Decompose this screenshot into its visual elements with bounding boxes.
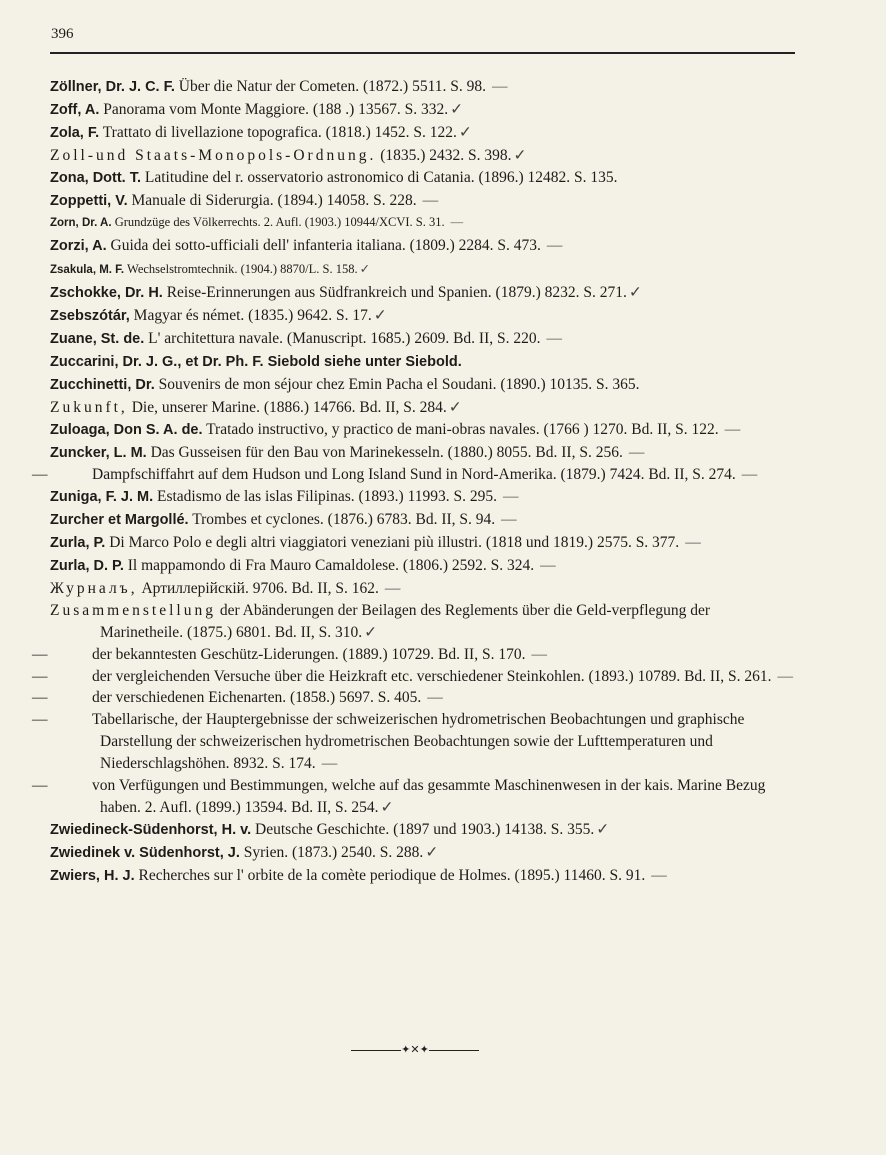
entry-text: Di Marco Polo e degli altri viaggiatori veneziani più illustri. (1818 und 1819.) 2575. S. 377. (105, 534, 680, 552)
entry-text: Das Gusseisen für den Bau von Marinekesseln. (1880.) 8055. Bd. II, S. 256. (146, 443, 623, 461)
entry-author: Zurcher et Margollé. (50, 512, 189, 529)
dash-mark: — (546, 329, 562, 347)
dash-mark: — (501, 511, 517, 529)
entry-text: Syrien. (1873.) 2540. S. 288. (239, 843, 424, 861)
entry-text: von Verfügungen und Bestimmungen, welche auf das gesammte Maschinenwesen in der kais. Marine Bezug haben. 2. Aufl. (1899.) 13594. Bd. II, S. 254. (92, 777, 766, 816)
catalog-entry (32, 666, 796, 688)
catalog-entry (32, 644, 796, 666)
catalog-entry (50, 145, 796, 167)
entry-text: Panorama vom Monte Maggiore. (188 .) 13567. S. 332. (99, 100, 449, 118)
entry-text: Guida dei sotto-ufficiali dell' infanteria italiana. (1809.) 2284. S. 473. (106, 237, 541, 255)
catalog-entry (50, 600, 796, 644)
entry-text: Tratado instructivo, y practico de mani-obras navales. (1766 ) 1270. Bd. II, S. 122. (202, 420, 719, 438)
end-ornament (345, 1043, 485, 1056)
entry-text: Trombes et cyclones. (1876.) 6783. Bd. II, S. 94. (188, 511, 496, 529)
entry-author: Zoppetti, V. (50, 192, 128, 209)
checkmark-icon: ✓ (364, 622, 378, 641)
checkmark-icon: ✓ (450, 99, 464, 118)
checkmark-icon: ✓ (373, 306, 387, 325)
entry-author: Zöllner, Dr. J. C. F. (50, 79, 175, 95)
entry-spaced-title: Журналъ, (50, 579, 138, 597)
checkmark-icon: ✓ (513, 145, 527, 164)
entry-text: Latitudine del r. osservatorio astronomico di Catania. (1896.) 12482. S. 135. (141, 168, 618, 186)
catalog-entry (32, 464, 796, 486)
entry-author: Zwiedineck-Südenhorst, H. v. (50, 821, 252, 838)
catalog-entry (50, 167, 796, 190)
entry-text: Estadismo de las islas Filipinas. (1893.) 11993. S. 295. (153, 488, 497, 506)
entry-author: Zsakula, M. F. (50, 264, 125, 277)
entry-text: Deutsche Geschichte. (1897 und 1903.) 14138. S. 355. (251, 820, 595, 838)
catalog-entry (50, 555, 796, 578)
catalog-entry (50, 509, 796, 532)
catalog-entry (50, 397, 796, 419)
catalog-entry (50, 819, 796, 842)
dash-mark: — (651, 866, 667, 884)
catalog-entry (50, 532, 796, 555)
continuation-dash: — (32, 645, 48, 663)
checkmark-icon: ✓ (628, 283, 642, 302)
entry-text: Recherches sur l' orbite de la comète periodique de Holmes. (1895.) 11460. S. 91. (134, 866, 646, 884)
catalog-entry (32, 775, 796, 819)
entry-spaced-title: Zukunft, (50, 398, 128, 416)
entry-text: der verschiedenen Eichenarten. (1858.) 5697. S. 405. (92, 689, 422, 707)
entry-text: der bekanntesten Geschütz-Liderungen. (1889.) 10729. Bd. II, S. 170. (92, 645, 526, 663)
continuation-dash: — (32, 777, 48, 795)
catalog-entry (50, 76, 796, 99)
dash-mark: — (531, 645, 547, 663)
catalog-entry (50, 442, 796, 465)
entry-author: Zuncker, L. M. (50, 444, 147, 461)
checkmark-icon: ✓ (596, 819, 610, 838)
entry-text: der Abänderungen der Beilagen des Reglements über die Geld-verpflegung der Marinetheile. (1875.) 6801. Bd. II, S. 310. (100, 601, 711, 641)
entry-author: Zuane, St. de. (50, 330, 145, 347)
entry-text: Magyar és német. (1835.) 9642. S. 17. (129, 307, 372, 325)
dash-mark: — (427, 689, 443, 707)
entry-spaced-title: Zoll-und Staats-Monopols-Ordnung. (50, 146, 377, 164)
catalog-entry (50, 282, 796, 305)
catalog-entries (32, 76, 796, 888)
entry-text: L' architettura navale. (Manuscript. 1685.) 2609. Bd. II, S. 220. (144, 329, 541, 347)
dash-mark: — (321, 755, 338, 773)
entry-author: Zwiedinek v. Südenhorst, J. (50, 844, 240, 861)
entry-text: (1835.) 2432. S. 398. (376, 146, 512, 164)
dash-mark: — (384, 579, 401, 597)
catalog-entry (50, 374, 796, 397)
entry-author: Zorn, Dr. A. (50, 217, 112, 230)
entry-text: Reise-Erinnerungen aus Südfrankreich und Spanien. (1879.) 8232. S. 271. (162, 284, 627, 302)
catalog-entry (32, 687, 796, 709)
dash-mark: — (540, 557, 556, 575)
dash-mark: — (628, 443, 645, 461)
entry-text: Trattato di livellazione topografica. (1818.) 1452. S. 122. (99, 123, 457, 141)
entry-text: Grundzüge des Völkerrechts. 2. Aufl. (1903.) 10944/XCVI. S. 31. (111, 215, 445, 230)
entry-author: Zona, Dott. T. (50, 169, 142, 186)
entry-text: Über die Natur der Cometen. (1872.) 5511. S. 98. (174, 78, 486, 95)
entry-author: Zurla, P. (50, 535, 106, 552)
catalog-entry (50, 842, 796, 865)
entry-author: Zoff, A. (50, 101, 100, 118)
continuation-dash: — (32, 689, 48, 707)
entry-author: Zuccarini, Dr. J. G., et Dr. Ph. F. Siebold siehe unter Siebold. (50, 353, 462, 370)
dash-mark: — (777, 667, 793, 685)
entry-author: Zuloaga, Don S. A. de. (50, 421, 203, 438)
dash-mark: — (503, 488, 519, 506)
header-rule (50, 52, 795, 54)
catalog-entry (50, 235, 796, 258)
checkmark-icon: ✓ (380, 798, 394, 816)
catalog-entry (50, 865, 796, 888)
checkmark-icon: ✓ (425, 842, 439, 861)
entry-spaced-title: Zusammenstellung (50, 601, 216, 619)
entry-text: Tabellarische, der Hauptergebnisse der schweizerischen hydrometrischen Beobachtungen und graphische Darstellung der schweizerischen hydrometrischen Beobachtungen sowie der Lufttemperaturen und Niederschlagshöhen. 8932. S. 174. (92, 711, 745, 773)
catalog-entry (50, 578, 796, 600)
entry-text: Manuale di Siderurgia. (1894.) 14058. S. 228. (127, 191, 417, 209)
entry-author: Zschokke, Dr. H. (50, 285, 163, 302)
catalog-entry (50, 190, 796, 213)
catalog-entry (50, 486, 796, 509)
catalog-entry (50, 328, 796, 351)
continuation-dash: — (32, 667, 48, 685)
entry-text: Die, unserer Marine. (1886.) 14766. Bd. II, S. 284. (127, 398, 447, 416)
checkmark-icon: ✓ (458, 122, 472, 141)
catalog-entry (50, 258, 796, 282)
dash-mark: — (685, 534, 701, 552)
dash-mark: — (546, 237, 563, 255)
dash-mark: — (492, 78, 508, 95)
continuation-dash: — (32, 466, 48, 484)
dash-mark: — (450, 215, 464, 230)
page-number: 396 (51, 26, 74, 42)
entry-author: Zorzi, A. (50, 238, 107, 255)
entry-author: Zwiers, H. J. (50, 867, 135, 884)
entry-text: Il mappamondo di Fra Mauro Camaldolese. (1806.) 2592. S. 324. (123, 557, 535, 575)
entry-author: Zsebszótár, (50, 308, 130, 325)
catalog-entry (50, 305, 796, 328)
checkmark-icon: ✓ (448, 397, 462, 416)
ornament-glyph: ✦✕✦ (401, 1044, 429, 1056)
entry-text: Dampfschiffahrt auf dem Hudson und Long Island Sund in Nord-Amerika. (1879.) 7424. Bd. II, S. 274. (92, 466, 736, 484)
catalog-entry (50, 351, 796, 374)
checkmark-icon: ✓ (359, 261, 371, 277)
dash-mark: — (741, 466, 758, 484)
catalog-entry (50, 419, 796, 442)
entry-author: Zola, F. (50, 124, 100, 141)
entry-text: Артиллерійскій. 9706. Bd. II, S. 162. (137, 579, 379, 597)
catalog-entry (32, 709, 796, 775)
catalog-entry (50, 122, 796, 145)
entry-author: Zuniga, F. J. M. (50, 489, 154, 506)
entry-text: Souvenirs de mon séjour chez Emin Pacha el Soudani. (1890.) 10135. S. 365. (154, 375, 640, 393)
entry-text: Wechselstromtechnik. (1904.) 8870/L. S. 158. (124, 262, 358, 277)
entry-text: der vergleichenden Versuche über die Heizkraft etc. verschiedener Steinkohlen. (1893.) 10789. Bd. II, S. 261. (92, 667, 772, 685)
entry-author: Zurla, D. P. (50, 558, 124, 575)
catalog-entry (50, 99, 796, 122)
continuation-dash: — (32, 711, 48, 729)
entry-author: Zucchinetti, Dr. (50, 376, 155, 393)
dash-mark: — (724, 420, 741, 438)
catalog-entry (50, 212, 796, 235)
dash-mark: — (422, 191, 439, 209)
